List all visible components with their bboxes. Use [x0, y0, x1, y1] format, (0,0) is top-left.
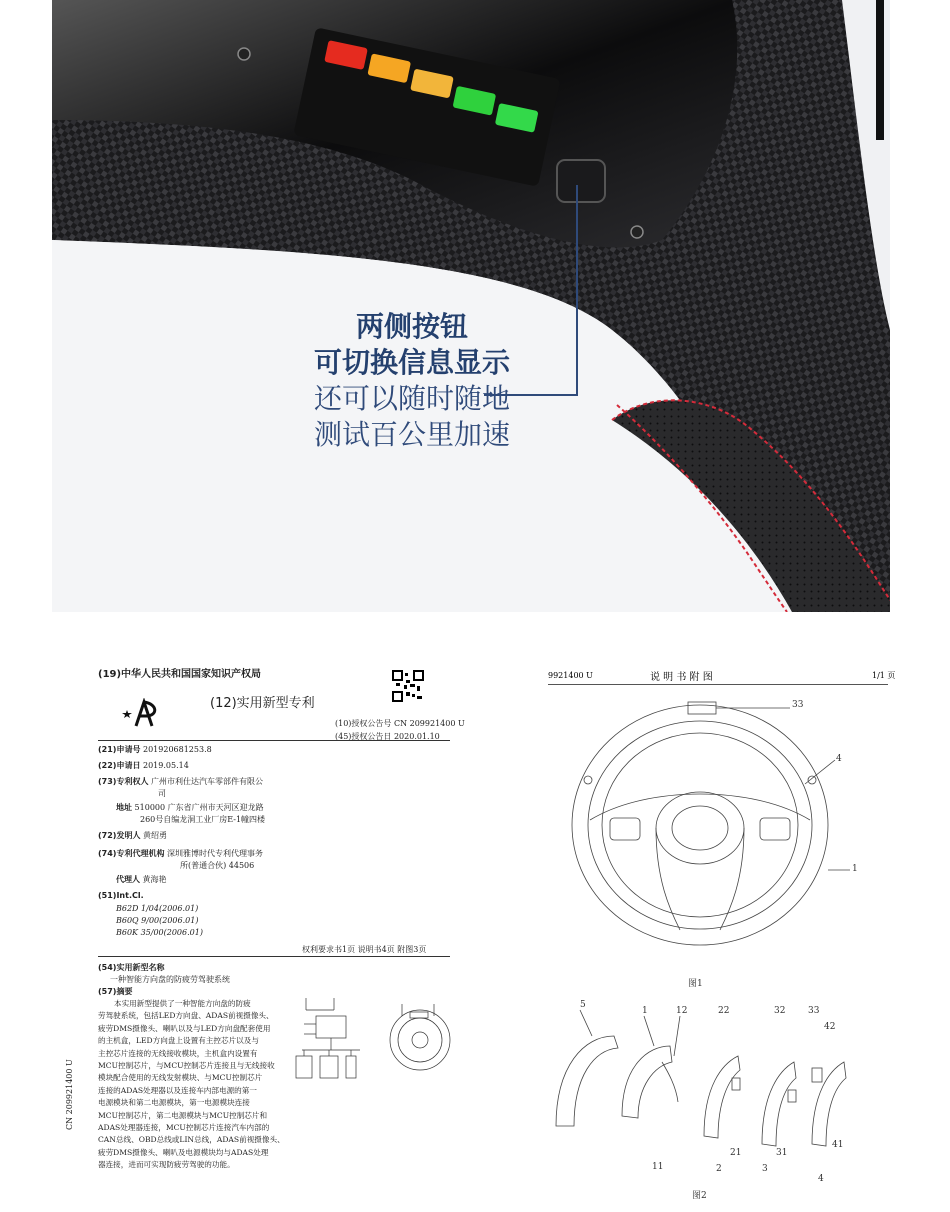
fig1-label-33: 33 [792, 700, 804, 710]
field-agent: 代理人 黄海艳 [116, 875, 167, 884]
drawing-doc-number: 9921400 U [548, 671, 593, 680]
fig2-label-42: 42 [824, 1022, 836, 1032]
caption-line-2: 可切换信息显示 [313, 346, 510, 379]
caption-line-3: 还可以随时随地 [313, 382, 510, 415]
fig1-caption: 图1 [688, 979, 703, 989]
patent-front-page [65, 660, 470, 1205]
patent-drawings-page [540, 660, 940, 1205]
field-address: 地址 510000 广东省广州市天河区迎龙路 [116, 803, 264, 812]
fig2-caption: 图2 [692, 1191, 707, 1201]
patent-office: (19)中华人民共和国国家知识产权局 [98, 669, 262, 680]
utility-name-label: (54)实用新型名称 [98, 963, 165, 972]
field-agency: (74)专利代理机构 深圳雅博时代专利代理事务 [98, 849, 263, 858]
fig1-label-1: 1 [852, 864, 858, 874]
caption-line-1: 两侧按钮 [355, 310, 468, 343]
fig1-label-4: 4 [836, 754, 842, 764]
field-patentee-cont: 司 [158, 789, 166, 798]
fig2-label-11: 11 [652, 1162, 664, 1172]
fig2-label-1: 1 [642, 1006, 648, 1016]
utility-name: 一种智能方向盘的防疲劳驾驶系统 [110, 975, 230, 984]
fig2-label-3: 3 [762, 1164, 768, 1174]
field-int-cl: (51)Int.Cl. [98, 891, 144, 900]
qr-code-icon [392, 670, 424, 702]
cnipa-logo-icon [118, 698, 162, 728]
drawing-page: 1/1 页 [872, 671, 896, 680]
section-divider [98, 956, 450, 957]
fig2-label-21: 21 [730, 1148, 742, 1158]
abstract-label: (57)摘要 [98, 987, 133, 996]
header-divider [98, 740, 450, 741]
drawing-header-divider [548, 684, 888, 685]
field-address-cont: 260号自编龙洞工业厂房E-1幢四楼 [140, 815, 266, 824]
fig2-label-22: 22 [718, 1006, 730, 1016]
ipc-code-2: B60Q 9/00(2006.01) [116, 916, 199, 925]
patent-type: (12)实用新型专利 [210, 696, 315, 711]
ipc-code-1: B62D 1/04(2006.01) [116, 904, 199, 913]
fig2-label-2: 2 [716, 1164, 722, 1174]
drawing-title: 说 明 书 附 图 [650, 672, 713, 683]
publication-date: (45)授权公告日 2020.01.10 [335, 732, 440, 741]
field-inventor: (72)发明人 黄绍勇 [98, 831, 167, 840]
publication-number: (10)授权公告号 CN 209921400 U [335, 719, 465, 728]
ipc-code-3: B60K 35/00(2006.01) [116, 928, 203, 937]
steering-wheel-photo [52, 0, 890, 612]
carbon-wheel-illustration [52, 0, 890, 612]
abstract-text: 本实用新型提供了一种智能方向盘的防疲 劳驾驶系统，包括LED方向盘、ADAS前视摄像头、 疲劳DMS摄像头、喇叭以及与LED方向盘配套使用 的主机盒，LED方向盘上设置有主控芯片以及与 主控芯片连接的无线接收模块，主机盒内设置有 MCU控制芯片，与MCU控制芯片连接且与无线接收 模块配合使用的无线发射模块、与MCU控制芯片 连接的ADAS处理器以及连接车内部电源的第一 电源模块和第二电源模块，第一电源模块连接 MCU控制芯片，第二电源模块与MCU控制芯片和 ADAS处理器连接，MCU控制芯片连接汽车内部的 CAN总线、OBD总线或LIN总线，ADAS前视摄像头、 疲劳DMS摄像头、喇叭及电源模块均与ADAS处理 器连接，进而可实现防疲劳驾驶的功能。 [98, 999, 285, 1170]
dark-edge-stripe [876, 0, 884, 140]
fig2-label-32: 32 [774, 1006, 786, 1016]
field-app-date: (22)申请日 2019.05.14 [98, 761, 189, 770]
page-counts: 权利要求书1页 说明书4页 附图3页 [302, 945, 427, 954]
fig2-label-4: 4 [818, 1174, 824, 1184]
fig2-label-5: 5 [580, 1000, 586, 1010]
caption-line-4: 测试百公里加速 [313, 418, 510, 451]
field-patentee: (73)专利权人 广州市利仕达汽车零部件有限公 [98, 777, 263, 786]
fig2-label-12: 12 [676, 1006, 688, 1016]
abstract-block-diagram [284, 990, 460, 1095]
field-agency-cont: 所(普通合伙) 44506 [180, 861, 255, 870]
fig2-label-33: 33 [808, 1006, 820, 1016]
field-app-number: (21)申请号 201920681253.8 [98, 745, 212, 754]
fig1-steering-wheel [560, 690, 880, 960]
fig2-label-41: 41 [832, 1140, 844, 1150]
side-patent-number: CN 209921400 U [65, 1059, 74, 1130]
fig2-label-31: 31 [776, 1148, 788, 1158]
